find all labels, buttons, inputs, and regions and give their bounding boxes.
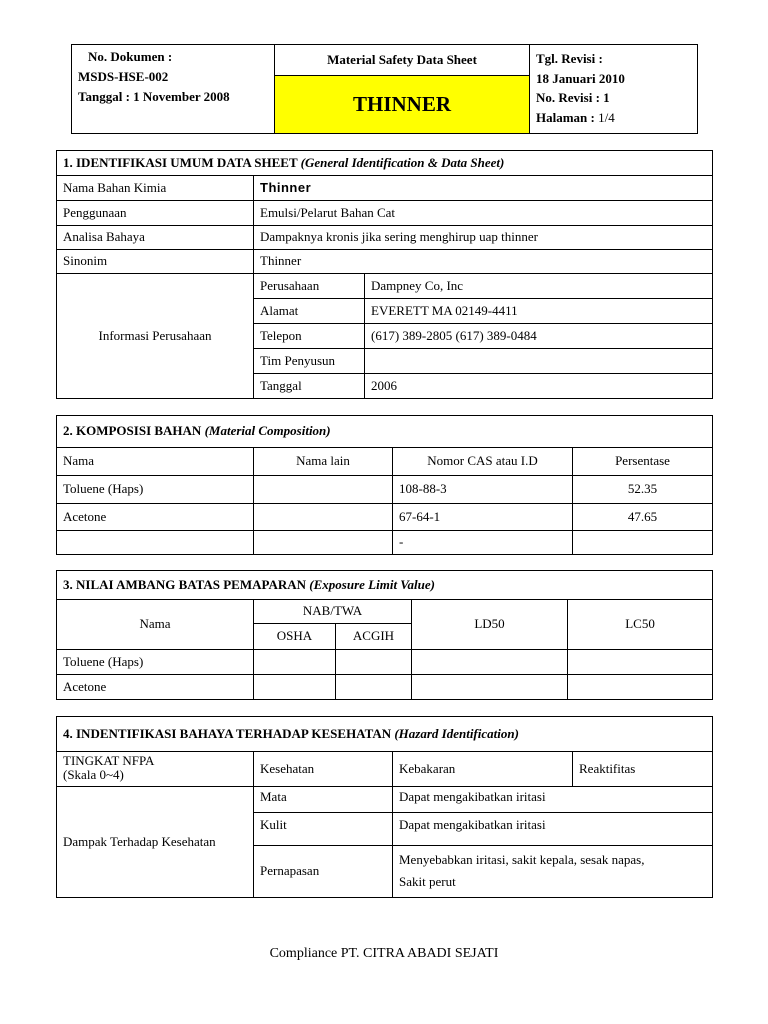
doc-no-label: No. Dokumen : — [88, 49, 173, 64]
nfpa-label: TINGKAT NFPA (Skala 0~4) — [57, 752, 254, 787]
company-field-label: Telepon — [254, 324, 365, 349]
table-cell — [573, 531, 713, 555]
body-part: Kulit — [254, 813, 393, 846]
product-name: THINNER — [275, 76, 530, 134]
table-cell: 67-64-1 — [393, 504, 573, 531]
table-cell: 52.35 — [573, 476, 713, 504]
section-exposure-limits — [56, 570, 713, 700]
health-impact-label: Dampak Terhadap Kesehatan — [57, 787, 254, 898]
table-cell: Toluene (Haps) — [57, 650, 254, 675]
table-row — [57, 675, 713, 700]
table-cell: - — [393, 531, 573, 555]
table-cell — [254, 504, 393, 531]
revision-cell — [530, 45, 698, 134]
health-effect: Menyebabkan iritasi, sakit kepala, sesak napas, Sakit perut — [393, 846, 713, 898]
table-cell — [57, 531, 254, 555]
section-identification — [56, 150, 713, 399]
company-field-label: Alamat — [254, 299, 365, 324]
body-part: Pernapasan — [254, 846, 393, 898]
field-label: Nama Bahan Kimia — [57, 176, 254, 201]
section-2-title: 2. KOMPOSISI BAHAN (Material Composition) — [57, 416, 713, 448]
company-field-value: Dampney Co, Inc — [365, 274, 713, 299]
company-field-value: (617) 389-2805 (617) 389-0484 — [365, 324, 713, 349]
table-cell — [254, 476, 393, 504]
company-field-value: 2006 — [365, 374, 713, 399]
section-hazard-identification — [56, 716, 713, 898]
column-header: Nama lain — [254, 448, 393, 476]
section-1-title: 1. IDENTIFIKASI UMUM DATA SHEET (General Identification & Data Sheet) — [57, 151, 713, 176]
company-field-label: Perusahaan — [254, 274, 365, 299]
column-header: Nama — [57, 600, 254, 650]
column-header: LD50 — [412, 600, 568, 650]
nfpa-column: Reaktifitas — [573, 752, 713, 787]
table-row — [57, 504, 713, 531]
table-row — [57, 531, 713, 555]
field-value-chemical-name: Thinner — [254, 176, 713, 201]
rev-date-label: Tgl. Revisi : — [536, 51, 603, 66]
column-header: NAB/TWA — [254, 600, 412, 624]
table-cell: Toluene (Haps) — [57, 476, 254, 504]
doc-no: MSDS-HSE-002 — [78, 69, 169, 84]
nfpa-column: Kebakaran — [393, 752, 573, 787]
body-part: Mata — [254, 787, 393, 813]
health-effect: Dapat mengakibatkan iritasi — [393, 787, 713, 813]
company-field-value — [365, 349, 713, 374]
table-cell: 47.65 — [573, 504, 713, 531]
field-value: Thinner — [254, 250, 713, 274]
doc-info-cell — [72, 45, 275, 134]
rev-date: 18 Januari 2010 — [536, 70, 625, 86]
table-cell — [254, 531, 393, 555]
company-field-label: Tanggal — [254, 374, 365, 399]
column-header: Nomor CAS atau I.D — [393, 448, 573, 476]
field-value: Dampaknya kronis jika sering menghirup uap thinner — [254, 226, 713, 250]
table-cell: Acetone — [57, 675, 254, 700]
company-field-label: Tim Penyusun — [254, 349, 365, 374]
document-header — [71, 44, 698, 134]
column-header: ACGIH — [336, 624, 412, 650]
table-row — [57, 650, 713, 675]
column-header: Nama — [57, 448, 254, 476]
field-value: Emulsi/Pelarut Bahan Cat — [254, 201, 713, 226]
table-cell: 108-88-3 — [393, 476, 573, 504]
doc-title: Material Safety Data Sheet — [275, 45, 530, 76]
table-cell: Acetone — [57, 504, 254, 531]
section-3-title: 3. NILAI AMBANG BATAS PEMAPARAN (Exposure Limit Value) — [57, 571, 713, 600]
rev-no: No. Revisi : 1 — [536, 90, 610, 105]
field-label: Penggunaan — [57, 201, 254, 226]
company-info-label: Informasi Perusahaan — [57, 274, 254, 399]
column-header: LC50 — [568, 600, 713, 650]
field-label: Sinonim — [57, 250, 254, 274]
section-composition — [56, 415, 713, 555]
footer-compliance: Compliance PT. CITRA ABADI SEJATI — [269, 946, 499, 961]
table-row — [57, 476, 713, 504]
section-4-title: 4. INDENTIFIKASI BAHAYA TERHADAP KESEHATAN (Hazard Identification) — [57, 717, 713, 752]
nfpa-column: Kesehatan — [254, 752, 393, 787]
doc-date: Tanggal : 1 November 2008 — [78, 89, 230, 104]
field-label: Analisa Bahaya — [57, 226, 254, 250]
health-effect: Dapat mengakibatkan iritasi — [393, 813, 713, 846]
page-number: Halaman : 1/4 — [536, 109, 615, 125]
column-header: Persentase — [573, 448, 713, 476]
column-header: OSHA — [254, 624, 336, 650]
company-field-value: EVERETT MA 02149-4411 — [365, 299, 713, 324]
